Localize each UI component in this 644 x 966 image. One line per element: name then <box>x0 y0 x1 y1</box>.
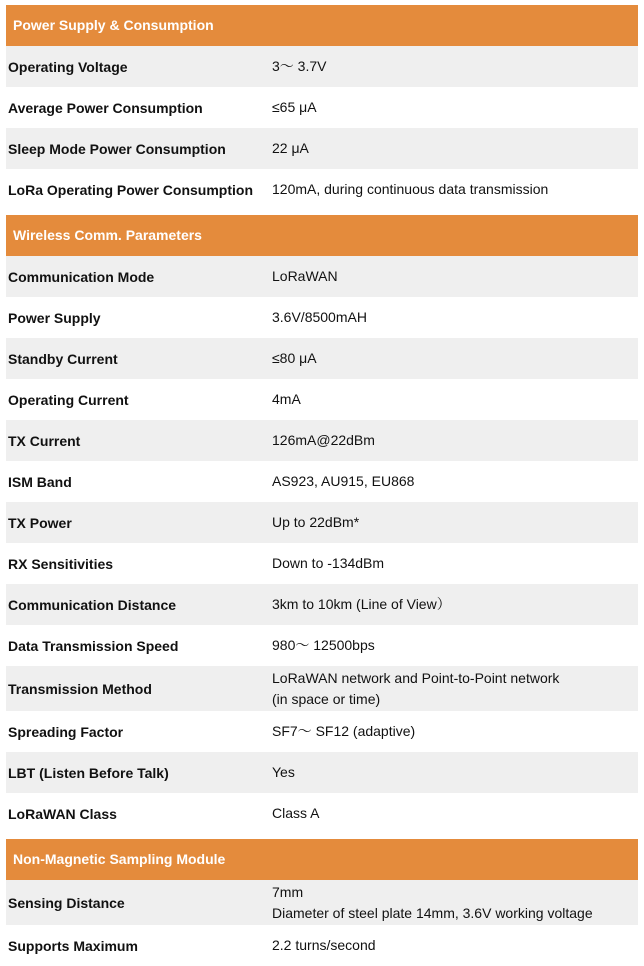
row-label: LoRa Operating Power Consumption <box>8 181 254 198</box>
table-row <box>6 297 638 338</box>
table-row <box>6 543 638 584</box>
row-label: Sleep Mode Power Consumption <box>8 140 226 157</box>
row-value: ≤65 μA <box>272 99 317 115</box>
row-label: LoRaWAN Class <box>8 805 117 822</box>
row-label: Transmission Method <box>8 680 152 697</box>
row-value: 120mA, during continuous data transmission <box>272 181 549 197</box>
table-row <box>6 925 638 966</box>
table-row <box>6 46 638 87</box>
row-label: Power Supply <box>8 309 101 326</box>
row-label: TX Current <box>8 432 81 449</box>
table-row <box>6 880 638 925</box>
table-row <box>6 752 638 793</box>
table-row <box>6 87 638 128</box>
table-row <box>6 379 638 420</box>
table-row <box>6 502 638 543</box>
row-label: Operating Voltage <box>8 58 128 75</box>
row-label: Average Power Consumption <box>8 99 203 116</box>
row-value: 3km to 10km (Line of View） <box>272 596 451 612</box>
row-value: 126mA@22dBm <box>272 432 375 448</box>
row-value: LoRaWAN <box>272 268 338 284</box>
row-value: Yes <box>272 764 295 780</box>
row-value-line: (in space or time) <box>272 690 381 707</box>
row-label: Data Transmission Speed <box>8 637 179 654</box>
table-row <box>6 169 638 210</box>
row-value: 2.2 turns/second <box>272 937 376 953</box>
table-row <box>6 338 638 379</box>
row-value: AS923, AU915, EU868 <box>272 473 415 489</box>
row-value-line: LoRaWAN network and Point-to-Point network <box>272 669 560 686</box>
row-label: Standby Current <box>8 350 118 367</box>
section-header-sampling: Non-Magnetic Sampling Module <box>6 839 638 880</box>
row-label: LBT (Listen Before Talk) <box>8 764 169 781</box>
row-label: Communication Distance <box>8 596 177 613</box>
row-value: Class A <box>272 805 320 821</box>
row-label: Operating Current <box>8 391 129 408</box>
row-value: Up to 22dBm* <box>272 514 360 530</box>
row-value-line: Diameter of steel plate 14mm, 3.6V working voltage <box>272 904 593 921</box>
row-value: ≤80 μA <box>272 350 317 366</box>
row-label: Sensing Distance <box>8 894 125 911</box>
table-row <box>6 128 638 169</box>
table-row <box>6 420 638 461</box>
row-value: 980～ 12500bps <box>272 637 375 653</box>
row-label: RX Sensitivities <box>8 555 114 572</box>
row-label: ISM Band <box>8 473 72 490</box>
section-header-power: Power Supply & Consumption <box>6 5 638 46</box>
row-value: 3.6V/8500mAH <box>272 309 367 325</box>
row-value: Down to -134dBm <box>272 555 385 571</box>
row-value: 4mA <box>272 391 301 407</box>
table-row <box>6 584 638 625</box>
row-label: Spreading Factor <box>8 723 124 740</box>
table-row <box>6 461 638 502</box>
row-value: 22 μA <box>272 140 309 156</box>
table-row <box>6 256 638 297</box>
table-row <box>6 666 638 711</box>
row-label: Communication Mode <box>8 268 155 285</box>
section-header-wireless: Wireless Comm. Parameters <box>6 215 638 256</box>
row-value <box>272 882 593 924</box>
table-row <box>6 625 638 666</box>
row-label: Supports Maximum <box>8 937 138 954</box>
row-value <box>272 668 559 710</box>
row-value: SF7～ SF12 (adaptive) <box>272 723 416 739</box>
row-label: TX Power <box>8 514 72 531</box>
row-value-line: 7mm <box>272 883 304 900</box>
row-value: 3～ 3.7V <box>272 58 327 74</box>
table-row <box>6 711 638 752</box>
table-row <box>6 793 638 834</box>
